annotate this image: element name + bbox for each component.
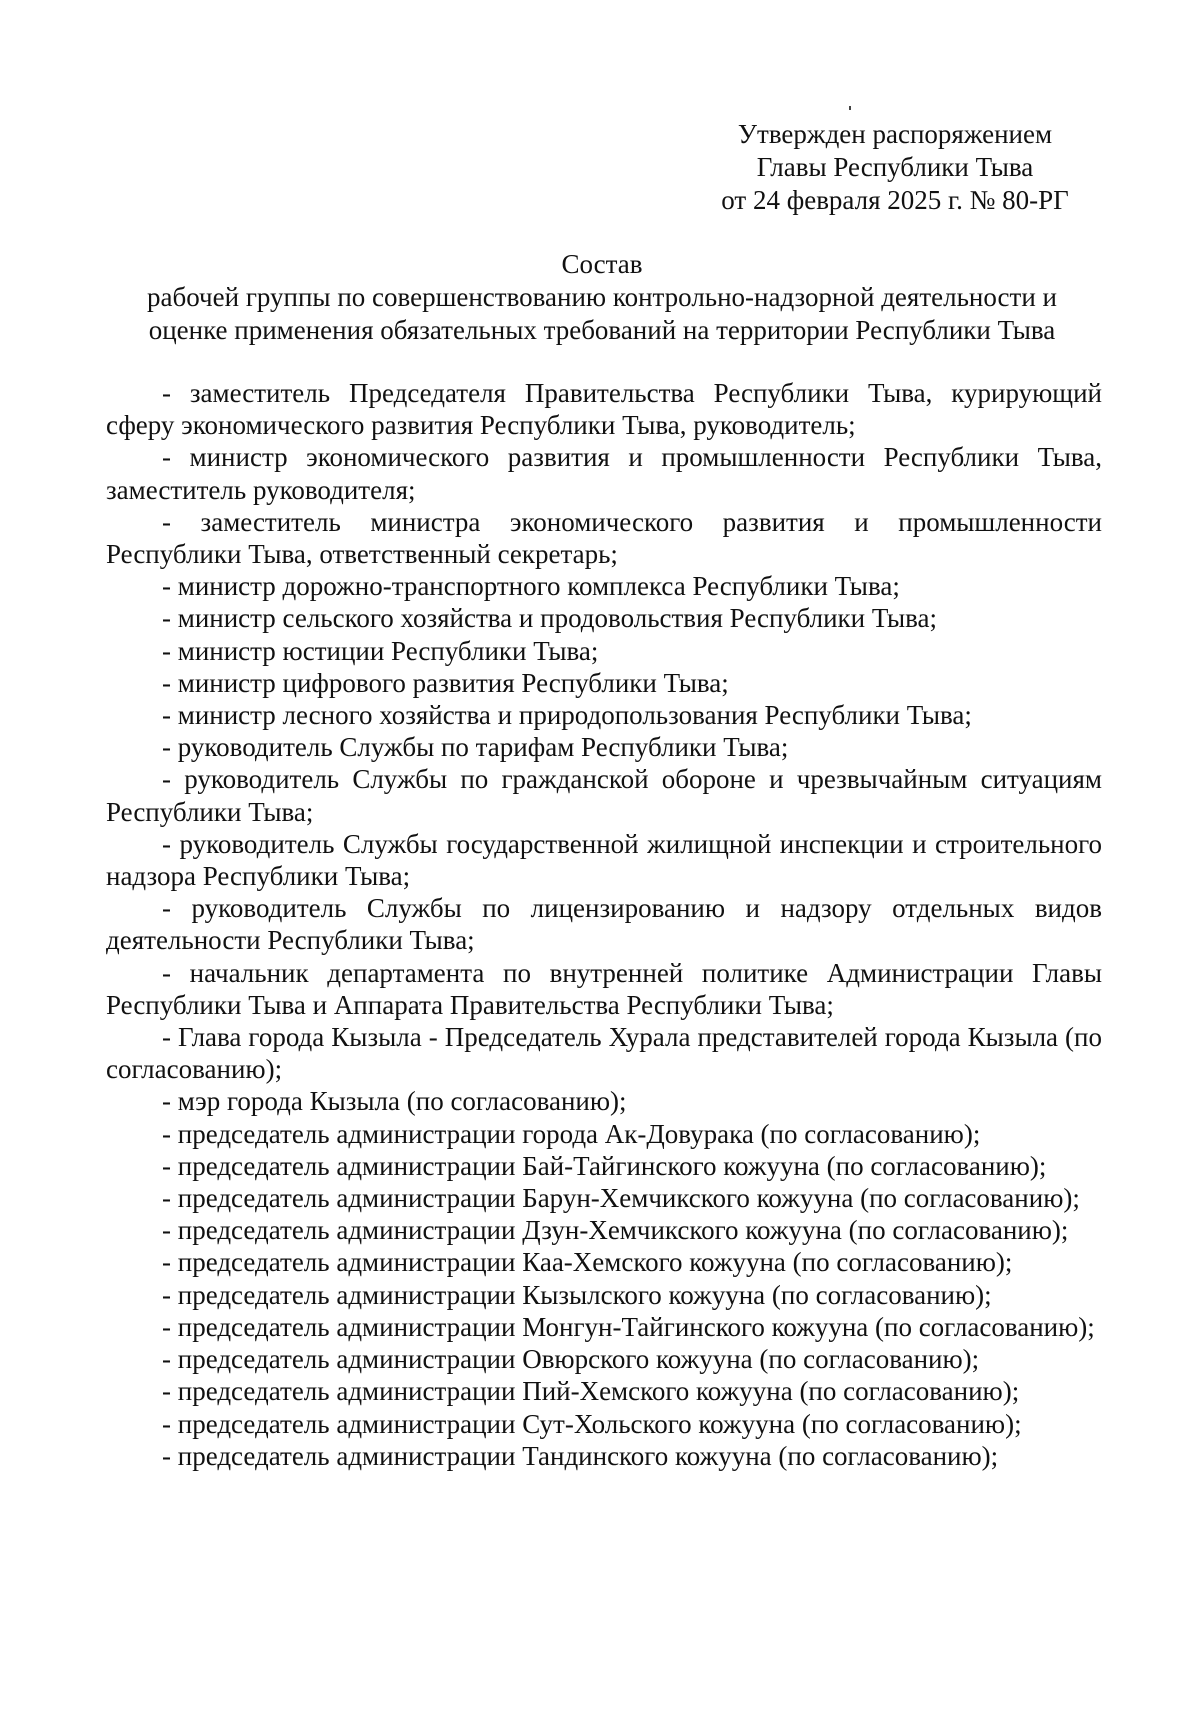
member-item: - председатель администрации Барун-Хемчикского кожууна (по согласованию); [162, 1183, 1080, 1214]
member-item: - председатель администрации Бай-Тайгинского кожууна (по согласованию); [162, 1150, 1047, 1181]
scan-speck [849, 106, 851, 110]
title-line-1: рабочей группы по совершенствованию контрольно-надзорной деятельности и [147, 282, 1057, 312]
member-item: - начальник департамента по внутренней политике Администрации Главы Республики Тыва и Аппарата Правительства Республики Тыва; [106, 957, 1102, 1020]
member-item: - председатель администрации Сут-Хольского кожууна (по согласованию); [162, 1408, 1022, 1439]
member-item: - Глава города Кызыла - Председатель Хурала представителей города Кызыла (по согласованию); [106, 1022, 1102, 1085]
member-item: - председатель администрации Дзун-Хемчикского кожууна (по согласованию); [162, 1215, 1069, 1246]
title-line-2: оценке применения обязательных требований на территории Республики Тыва [148, 315, 1056, 345]
member-item: - председатель администрации Тандинского кожууна (по согласованию); [162, 1440, 999, 1471]
document-title [100, 248, 1104, 347]
member-item: - руководитель Службы по гражданской обороне и чрезвычайным ситуациям Республики Тыва; [106, 764, 1102, 827]
member-item: - министр лесного хозяйства и природопользования Республики Тыва; [162, 700, 972, 731]
title-heading: Состав [561, 249, 643, 279]
member-item: - руководитель Службы по лицензированию и надзору отдельных видов деятельности Республики Тыва; [106, 893, 1102, 956]
members-list [106, 377, 1102, 1472]
member-item: - председатель администрации Монгун-Тайгинского кожууна (по согласованию); [162, 1311, 1095, 1342]
member-item: - министр дорожно-транспортного комплекса Республики Тыва; [162, 571, 900, 602]
approval-stamp-block [700, 118, 1090, 217]
member-item: - заместитель Председателя Правительства Республики Тыва, курирующий сферу экономического развития Республики Тыва, руководитель; [106, 378, 1102, 441]
member-item: - министр экономического развития и промышленности Республики Тыва, заместитель руководителя; [106, 442, 1102, 505]
member-item: - председатель администрации Кызылского кожууна (по согласованию); [162, 1279, 992, 1310]
member-item: - мэр города Кызыла (по согласованию); [162, 1086, 627, 1117]
member-item: - министр цифрового развития Республики Тыва; [162, 667, 729, 698]
member-item: - председатель администрации Пий-Хемского кожууна (по согласованию); [162, 1376, 1020, 1407]
approval-line-2: Главы Республики Тыва [756, 152, 1034, 182]
member-item: - руководитель Службы по тарифам Республики Тыва; [162, 732, 789, 763]
approval-line-1: Утвержден распоряжением [737, 119, 1053, 149]
member-item: - заместитель министра экономического развития и промышленности Республики Тыва, ответственный секретарь; [106, 506, 1102, 570]
member-item: - руководитель Службы государственной жилищной инспекции и строительного надзора Республики Тыва; [106, 828, 1102, 892]
approval-line-3: от 24 февраля 2025 г. № 80-РГ [721, 185, 1069, 215]
member-item: - министр сельского хозяйства и продовольствия Республики Тыва; [162, 603, 938, 634]
member-item: - министр юстиции Республики Тыва; [162, 635, 599, 666]
member-item: - председатель администрации Каа-Хемского кожууна (по согласованию); [162, 1247, 1013, 1278]
member-item: - председатель администрации города Ак-Довурака (по согласованию); [162, 1118, 981, 1149]
member-item: - председатель администрации Овюрского кожууна (по согласованию); [162, 1344, 980, 1375]
